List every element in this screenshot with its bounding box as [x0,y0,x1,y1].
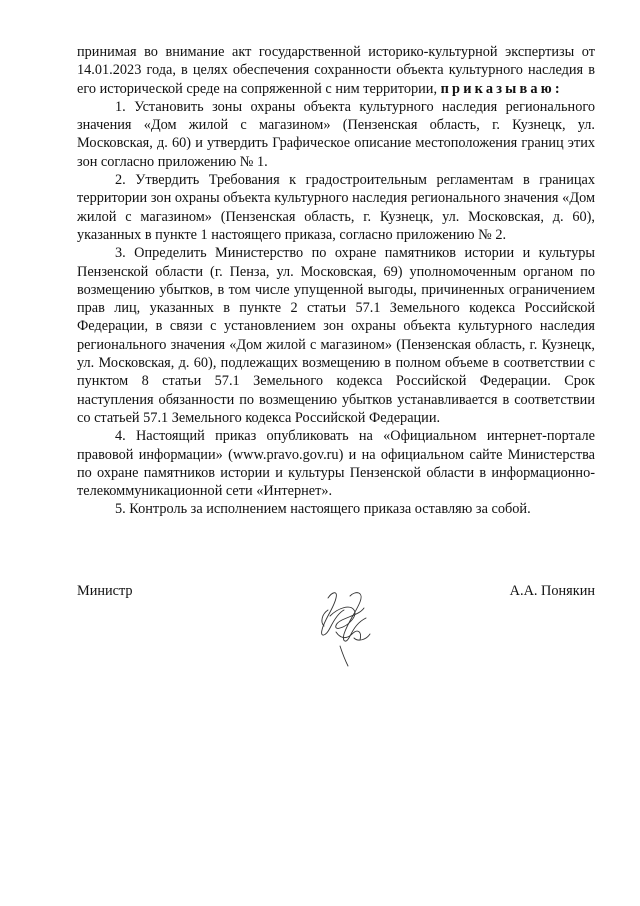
paragraph-4: 4. Настоящий приказ опубликовать на «Официальном интернет-портале правовой информации» (www.pravo.gov.ru) и на официальном сайте Министерства по охране памятников истории и культуры Пензенской области в информационно-телекоммуникационной сети «Интернет». [77,428,595,500]
document-body [77,43,595,519]
paragraph-5: 5. Контроль за исполнением настоящего приказа оставляю за собой. [115,501,531,518]
signer-name: А.А. Понякин [509,583,595,599]
intro-paragraph [77,43,595,98]
order-word: приказываю: [440,80,563,97]
intro-text: принимая во внимание акт государственной историко-культурной экспертизы от 14.01.2023 года, в целях обеспечения сохранности объекта культурного наследия в его исторической среде на сопряженной с ним территории, [77,44,595,97]
handwritten-signature [310,586,380,670]
paragraph-1: 1. Установить зоны охраны объекта культурного наследия регионального значения «Дом жилой с магазином» (Пензенская область, г. Кузнецк, ул. Московская, д. 60) и утвердить Графическое описание местоположения границ этих зон согласно приложению № 1. [77,98,595,170]
signer-title: Министр [77,583,133,599]
paragraph-2: 2. Утвердить Требования к градостроительным регламентам в границах территории зон охраны объекта культурного наследия регионального значения «Дом жилой с магазином» (Пензенская область, г. Кузнецк, ул. Московская, д. 60), указанных в пункте 1 настоящего приказа, согласно приложению № 2. [77,172,595,243]
paragraph-3: 3. Определить Министерство по охране памятников истории и культуры Пензенской области (г. Пенза, ул. Московская, 69) уполномоченным органом по возмещению убытков, в том числе упущенной выгоды, причиненных ограничением прав лиц, указанных в пункте 2 статьи 57.1 Земельного кодекса Российской Федерации, в связи с установлением зон охраны объекта культурного наследия регионального значения «Дом жилой с магазином» (Пензенская область, г. Кузнецк, ул. Московская, д. 60), подлежащих возмещению в полном объеме в соответствии с пунктом 8 статьи 57.1 Земельного кодекса Российской Федерации. Срок наступления обязанности по возмещению убытков устанавливается в соответствии со статьей 57.1 Земельного кодекса Российской Федерации. [77,245,595,426]
